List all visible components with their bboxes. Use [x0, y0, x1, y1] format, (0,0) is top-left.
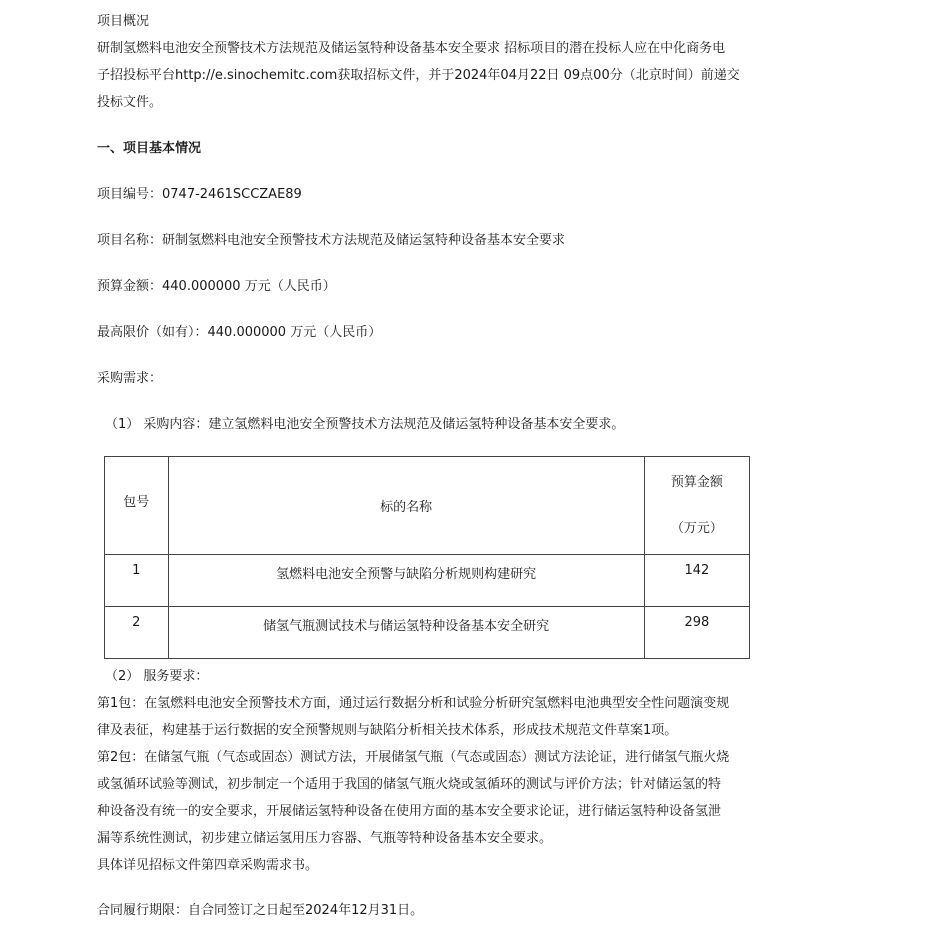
- header-budget-line2: （万元）: [670, 520, 723, 536]
- procurement-label: 采购需求：: [97, 371, 163, 386]
- pkg2-line-2: 或氢循环试验等测试，初步制定一个适用于我国的储氢气瓶火烧或氢循环的测试与评价方法；针对储运氢的特: [97, 777, 722, 792]
- procurement-item-1: （1） 采购内容：建立氢燃料电池安全预警技术方法规范及储运氢特种设备基本安全要求。: [105, 417, 625, 432]
- table-row: [105, 555, 750, 607]
- service-label: （2） 服务要求：: [105, 669, 209, 684]
- header-lot-no: 包号: [105, 457, 169, 555]
- intro-line-2: 子招投标平台http://e.sinochemitc.com获取招标文件，并于2024年04月22日 09点00分（北京时间）前递交: [97, 68, 740, 83]
- lots-table: [104, 456, 750, 659]
- header-budget: [644, 457, 749, 555]
- section-heading: 一、项目基本情况: [97, 141, 202, 156]
- header-item-name: 标的名称: [168, 457, 644, 555]
- pkg1-line-2: 律及表征，构建基于运行数据的安全预警规则与缺陷分析相关技术体系，形成技术规范文件草案1项。: [97, 723, 678, 738]
- project-number: 项目编号：0747-2461SCCZAE89: [97, 187, 302, 202]
- project-name: 项目名称：研制氢燃料电池安全预警技术方法规范及储运氢特种设备基本安全要求: [97, 233, 566, 248]
- header-budget-line1: 预算金额: [670, 474, 723, 490]
- budget-amount: 预算金额：440.000000 万元（人民币）: [97, 279, 336, 294]
- pkg2-line-3: 种设备没有统一的安全要求，开展储运氢特种设备在使用方面的基本安全要求论证，进行储运氢特种设备氢泄: [97, 804, 722, 819]
- intro-line-3: 投标文件。: [97, 95, 163, 110]
- intro-line-1: 研制氢燃料电池安全预警技术方法规范及储运氢特种设备基本安全要求 招标项目的潜在投标人应在中化商务电: [97, 41, 726, 56]
- overview-title: 项目概况: [97, 14, 150, 29]
- table-row: [105, 607, 750, 659]
- contract-period: 合同履行期限：自合同签订之日起至2024年12月31日。: [97, 903, 424, 918]
- lot-no-cell: 2: [105, 607, 169, 659]
- pkg2-line-4: 漏等系统性测试，初步建立储运氢用压力容器、气瓶等特种设备基本安全要求。: [97, 831, 553, 846]
- lot-no-cell: 1: [105, 555, 169, 607]
- table-header-row: [105, 457, 750, 555]
- lot-amount-cell: 298: [644, 607, 749, 659]
- pkg2-line-1: 第2包：在储氢气瓶（气态或固态）测试方法，开展储氢气瓶（气态或固态）测试方法论证，进行储氢气瓶火烧: [97, 750, 730, 765]
- lot-name-cell: 储氢气瓶测试技术与储运氢特种设备基本安全研究: [168, 607, 644, 659]
- pkg1-line-1: 第1包：在氢燃料电池安全预警技术方面，通过运行数据分析和试验分析研究氢燃料电池典型安全性问题演变规: [97, 696, 730, 711]
- announcement-document: [97, 8, 761, 924]
- lot-amount-cell: 142: [644, 555, 749, 607]
- lot-name-cell: 氢燃料电池安全预警与缺陷分析规则构建研究: [168, 555, 644, 607]
- details-note: 具体详见招标文件第四章采购需求书。: [97, 858, 319, 873]
- max-price: 最高限价（如有）：440.000000 万元（人民币）: [97, 325, 382, 340]
